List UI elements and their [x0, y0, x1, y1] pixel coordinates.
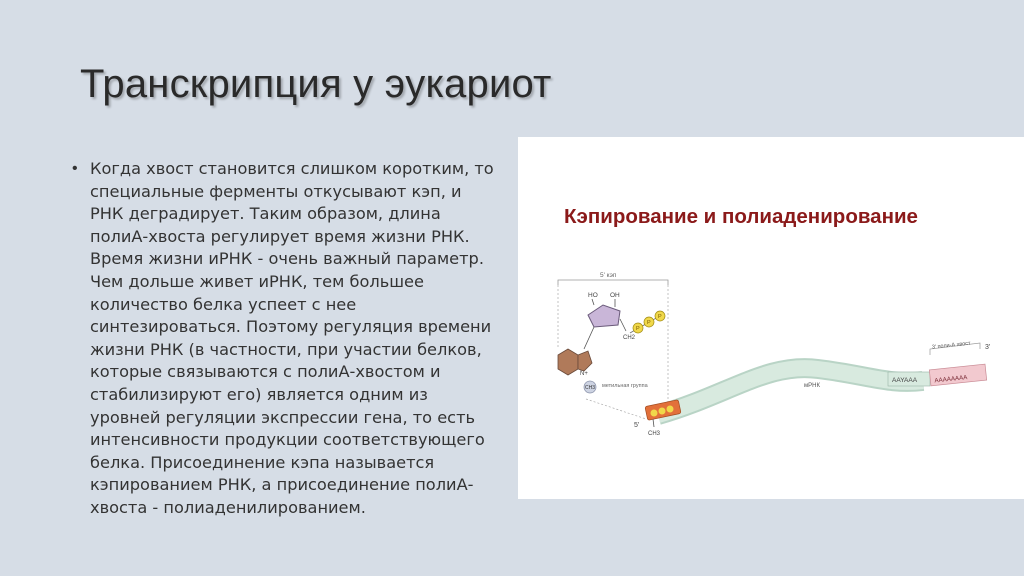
label-5cap: 5' кэп	[600, 272, 617, 279]
guide-line-diag	[586, 399, 646, 419]
guanine-ring-2	[578, 351, 592, 371]
cap-phosphate-2	[659, 408, 666, 415]
slide-title: Транскрипция у эукариот	[80, 62, 552, 106]
label-p2: P	[647, 320, 651, 326]
cap-phosphate-3	[667, 406, 674, 413]
cap-phosphate-1	[651, 410, 658, 417]
label-p3: P	[658, 314, 662, 320]
label-methyl: метильная группа	[602, 383, 648, 389]
label-5prime: 5'	[634, 422, 640, 429]
label-ch2: CH2	[623, 335, 636, 341]
label-ch3-bottom: CH3	[648, 431, 661, 437]
figure-title: Кэпирование и полиаденирование	[564, 205, 918, 228]
label-oh: OH	[610, 292, 620, 299]
polya-tail-seq: AAAAAAAA	[934, 374, 968, 385]
polya-signal-seq: AAYAAA	[892, 377, 918, 384]
label-3prime: 3'	[985, 344, 991, 351]
guanine-ring-1	[558, 349, 578, 375]
bullet-text: Когда хвост становится слишком коротким, то специальные ферменты откусывают кэп, и РНК деградирует. Таким образом, длина полиА-хвоста регулирует время жизни РНК. Время жизни иРНК - очень важный параметр. Чем дольше живет иРНК, тем большее количество белка успеет с нее синтезироваться. Поэтому регуляция времени жизни РНК (в частности, при участии белков, которые связываются с полиА-хвостом и стабилизируют его) является одним из уровней регуляции экспрессии гена, то есть интенсивности продукции соответствующего белка. Присоединение кэпа называется кэпированием РНК, а присоединение полиА-хвоста - полиаденилированием.	[90, 159, 494, 517]
figure-diagram	[518, 137, 1024, 499]
label-polya: 3' поли-А хвост	[931, 340, 971, 351]
cap-bracket	[558, 280, 668, 285]
label-mrna: мРНК	[804, 383, 820, 389]
bullet-list	[72, 158, 500, 520]
ribose-sugar	[588, 305, 620, 327]
bullet-icon: •	[72, 160, 78, 177]
label-ch3-top: CH3	[585, 385, 596, 391]
svg-text:N+: N+	[580, 371, 588, 377]
figure-capping-polyadenylation	[518, 137, 1024, 499]
label-ho: HO	[588, 292, 598, 299]
label-p1: P	[636, 326, 640, 332]
